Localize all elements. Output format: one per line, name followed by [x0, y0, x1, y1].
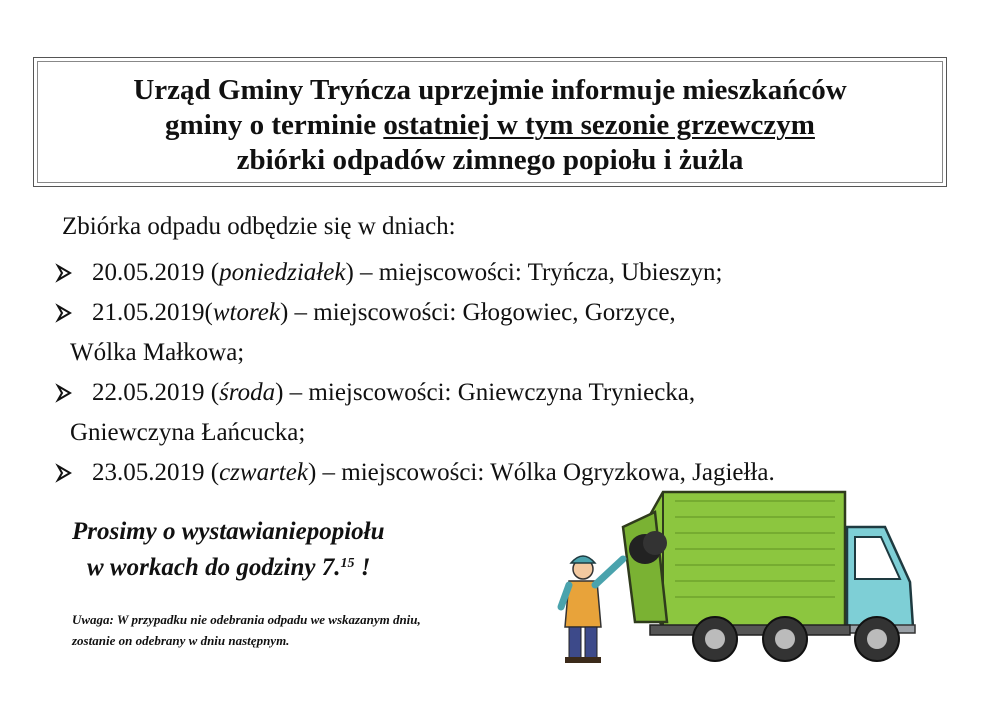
schedule-date: 21.05.2019( — [92, 299, 213, 326]
schedule-date: 20.05.2019 ( — [92, 259, 220, 286]
note-line-1: Uwaga: W przypadku nie odebrania odpadu we wskazanym dniu, — [72, 612, 421, 627]
arrow-bullet-icon — [50, 453, 80, 493]
header-line-2-start: gminy o terminie — [165, 109, 384, 141]
schedule-item-1 — [50, 253, 950, 293]
warning-note — [72, 609, 421, 651]
request-line-2 — [72, 550, 385, 586]
header-line-1: Urząd Gminy Tryńcza uprzejmie informuje mieszkańców — [133, 74, 847, 106]
arrow-bullet-icon — [50, 293, 80, 333]
schedule-day: wtorek — [212, 299, 280, 326]
request-exclamation: ! — [354, 554, 371, 581]
schedule-locations: ) – miejscowości: Wólka Ogryzkowa, Jagiełła. — [307, 459, 775, 486]
schedule-locations-continued: Gniewczyna Łańcucka; — [70, 419, 306, 446]
collection-schedule-list — [50, 253, 950, 493]
worker-figure — [561, 556, 623, 663]
schedule-day: czwartek — [219, 459, 308, 486]
header-line-2 — [34, 108, 946, 143]
announcement-title — [34, 73, 946, 178]
schedule-date: 23.05.2019 ( — [92, 459, 220, 486]
arrow-bullet-icon — [50, 253, 80, 293]
header-line-3: zbiórki odpadów zimnego popiołu i żużla — [236, 144, 744, 176]
schedule-locations: ) – miejscowości: Tryńcza, Ubieszyn; — [345, 259, 723, 286]
schedule-locations: ) – miejscowości: Gniewczyna Tryniecka, — [275, 379, 696, 406]
schedule-day: środa — [219, 379, 276, 406]
schedule-day: poniedziałek — [219, 259, 346, 286]
announcement-header-box — [33, 57, 947, 187]
schedule-date: 22.05.2019 ( — [92, 379, 220, 406]
request-time-minutes: 15 — [340, 556, 355, 571]
garbage-truck-illustration — [555, 487, 925, 672]
truck-wheels — [693, 617, 899, 661]
header-line-2-underlined: ostatniej w tym sezonie grzewczym — [383, 109, 815, 141]
schedule-item-3 — [50, 373, 950, 453]
schedule-locations-continued: Wólka Małkowa; — [70, 339, 245, 366]
request-time: w workach do godziny 7. — [87, 554, 341, 581]
collection-intro: Zbiórka odpadu odbędzie się w dniach: — [62, 213, 456, 240]
request-line-1: Prosimy o wystawianiepopiołu — [72, 518, 385, 545]
truck-chassis — [650, 625, 850, 635]
schedule-item-2 — [50, 293, 950, 373]
arrow-bullet-icon — [50, 373, 80, 413]
request-text — [72, 514, 385, 586]
schedule-locations: ) – miejscowości: Głogowiec, Gorzyce, — [279, 299, 676, 326]
note-line-2: zostanie on odebrany w dniu następnym. — [72, 633, 290, 648]
